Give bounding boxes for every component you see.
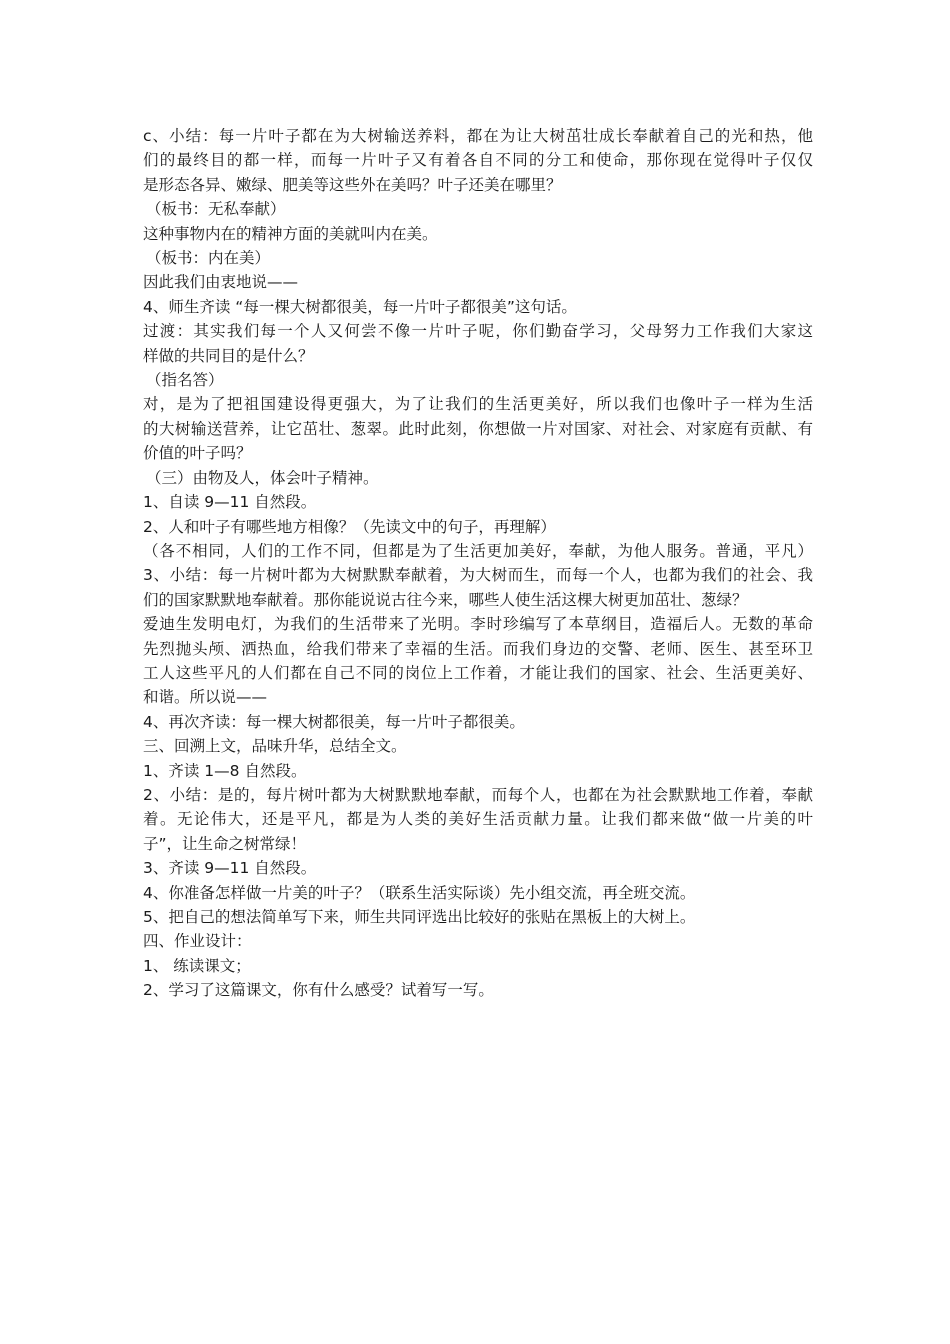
text-line: 因此我们由衷地说—— (143, 273, 299, 292)
text-line: 爱迪生发明电灯，为我们的生活带来了光明。李时珍编写了本草纲目，造福后人。无数的革命 (143, 615, 813, 634)
text-line: c、小结：每一片叶子都在为大树输送养料，都在为让大树茁壮成长奉献着自己的光和热，他 (143, 127, 813, 145)
text-line: 们的最终目的都一样，而每一片叶子又有着各自不同的分工和使命，那你现在觉得叶子仅仅 (143, 151, 813, 170)
text-line: 4、你准备怎样做一片美的叶子？（联系生活实际谈）先小组交流，再全班交流。 (143, 883, 696, 902)
text-line: 过渡：其实我们每一个人又何尝不像一片叶子呢，你们勤奋学习，父母努力工作我们大家这 (143, 322, 813, 341)
text-line: 3、齐读 9—11 自然段。 (143, 859, 317, 878)
text-line: 三、回溯上文，品味升华，总结全文。 (143, 737, 407, 756)
text-line: 和谐。所以说—— (143, 688, 268, 707)
text-line: 5、把自己的想法简单写下来，师生共同评选出比较好的张贴在黑板上的大树上。 (143, 908, 696, 926)
text-line: 4、再次齐读：每一棵大树都很美，每一片叶子都很美。 (143, 712, 525, 731)
text-line: 着。无论伟大，还是平凡，都是为人类的美好生活贡献力量。让我们都来做“做一片美的叶 (143, 810, 813, 829)
text-line: 价值的叶子吗？ (143, 444, 252, 463)
text-line: （指名答） (146, 371, 224, 390)
text-line: 子”，让生命之树常绿！ (143, 834, 307, 853)
text-line: 1、 练读课文； (143, 956, 251, 975)
text-line: 1、自读 9—11 自然段。 (143, 493, 317, 512)
text-line: 们的国家默默地奉献着。那你能说说古往今来，哪些人使生活这棵大树更加茁壮、葱绿？ (143, 590, 748, 609)
text-line: 四、作业设计： (143, 932, 252, 951)
text-line: 2、人和叶子有哪些地方相像？（先读文中的句子，再理解） (143, 517, 556, 536)
text-line: 2、小结：是的，每片树叶都为大树默默地奉献，而每个人，也都在为社会默默地工作着，奉献 (143, 785, 813, 804)
text-line: 2、学习了这篇课文，你有什么感受？试着写一写。 (143, 981, 494, 1000)
text-line: 工人这些平凡的人们都在自己不同的岗位上工作着，才能让我们的国家、社会、生活更美好、 (143, 663, 813, 682)
text-line: 样做的共同目的是什么？ (143, 346, 314, 365)
text-line: （板书：无私奉献） (146, 200, 286, 219)
text-line: 对，是为了把祖国建设得更强大，为了让我们的生活更美好，所以我们也像叶子一样为生活 (143, 395, 813, 414)
text-line: 先烈抛头颅、洒热血，给我们带来了幸福的生活。而我们身边的交警、老师、医生、甚至环卫 (143, 639, 813, 658)
text-line: 1、齐读 1—8 自然段。 (143, 761, 307, 780)
text-line: （板书：内在美） (146, 249, 271, 268)
text-line: 这种事物内在的精神方面的美就叫内在美。 (143, 224, 438, 243)
text-line: （各不相同，人们的工作不同，但都是为了生活更加美好，奉献，为他人服务。普通，平凡） (143, 541, 813, 560)
text-line: 3、小结：每一片树叶都为大树默默奉献着，为大树而生，而每一个人，也都为我们的社会、我 (143, 566, 813, 585)
text-line: 是形态各异、嫩绿、肥美等这些外在美吗？叶子还美在哪里？ (143, 175, 562, 194)
text-line: 4、师生齐读 “每一棵大树都很美，每一片叶子都很美”这句话。 (143, 297, 577, 316)
document-body (143, 124, 813, 1003)
text-line: （三）由物及人，体会叶子精神。 (146, 468, 379, 487)
text-line: 的大树输送营养，让它茁壮、葱翠。此时此刻，你想做一片对国家、对社会、对家庭有贡献、有 (143, 419, 813, 438)
